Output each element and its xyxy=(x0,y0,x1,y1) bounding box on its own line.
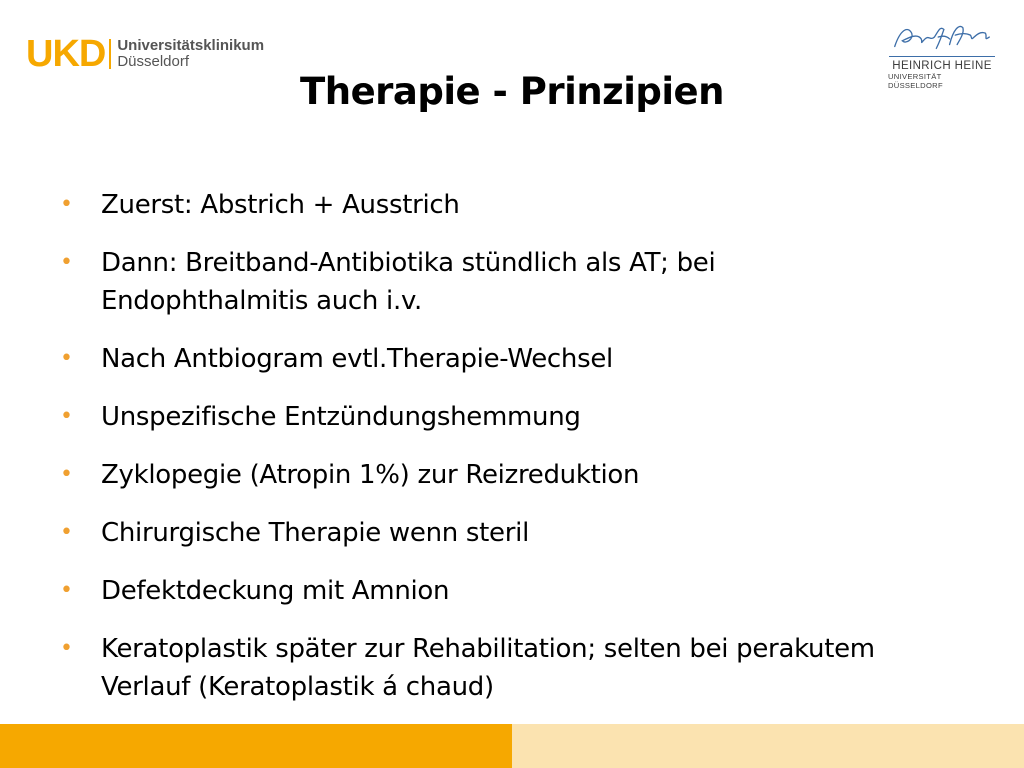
ukd-logo-line2: Düsseldorf xyxy=(117,53,190,70)
ukd-logo-mark: UKD xyxy=(26,33,106,75)
bullet-text-line: Dann: Breitband-Antibiotika stündlich als AT; bei xyxy=(101,248,716,278)
bullet-text-line: Keratoplastik später zur Rehabilitation; selten bei perakutem xyxy=(101,634,875,664)
bullet-item xyxy=(60,340,980,378)
bullet-item xyxy=(60,514,980,552)
bullet-item xyxy=(60,244,980,320)
bullet-text-line: Endophthalmitis auch i.v. xyxy=(101,286,422,316)
bullet-text-line: Chirurgische Therapie wenn steril xyxy=(101,518,529,548)
bullet-dot-icon: • xyxy=(60,578,73,603)
slide-title: Therapie - Prinzipien xyxy=(300,70,724,113)
bullet-item xyxy=(60,186,980,224)
bullet-dot-icon: • xyxy=(60,192,73,217)
hhu-logo-rule xyxy=(889,56,995,57)
bullet-dot-icon: • xyxy=(60,520,73,545)
footer-bar-light xyxy=(512,724,1024,768)
bullet-dot-icon: • xyxy=(60,462,73,487)
ukd-logo-line1: Universitätsklinikum xyxy=(117,37,265,54)
footer-bar-accent xyxy=(0,724,512,768)
bullet-dot-icon: • xyxy=(60,404,73,429)
bullet-text-line: Unspezifische Entzündungshemmung xyxy=(101,402,581,432)
bullet-text-line: Verlauf (Keratoplastik á chaud) xyxy=(101,672,494,702)
bullet-dot-icon: • xyxy=(60,636,73,661)
bullet-text-line: Zuerst: Abstrich + Ausstrich xyxy=(101,190,460,220)
bullet-text-line: Defektdeckung mit Amnion xyxy=(101,576,450,606)
bullet-text-line: Nach Antbiogram evtl.Therapie-Wechsel xyxy=(101,344,613,374)
bullet-item xyxy=(60,630,980,706)
bullet-text-line: Zyklopegie (Atropin 1%) zur Reizreduktion xyxy=(101,460,640,490)
bullet-item xyxy=(60,398,980,436)
hhu-logo-university: UNIVERSITÄT DÜSSELDORF xyxy=(888,72,943,90)
ukd-logo-divider xyxy=(109,39,111,69)
bullet-dot-icon: • xyxy=(60,250,73,275)
bullet-dot-icon: • xyxy=(60,346,73,371)
heine-signature-icon xyxy=(888,20,996,54)
ukd-logo xyxy=(26,34,264,74)
hhu-logo-name: HEINRICH HEINE xyxy=(892,60,992,72)
bullet-item xyxy=(60,572,980,610)
ukd-logo-text xyxy=(117,38,264,70)
bullet-item xyxy=(60,456,980,494)
bullet-list xyxy=(60,186,980,726)
